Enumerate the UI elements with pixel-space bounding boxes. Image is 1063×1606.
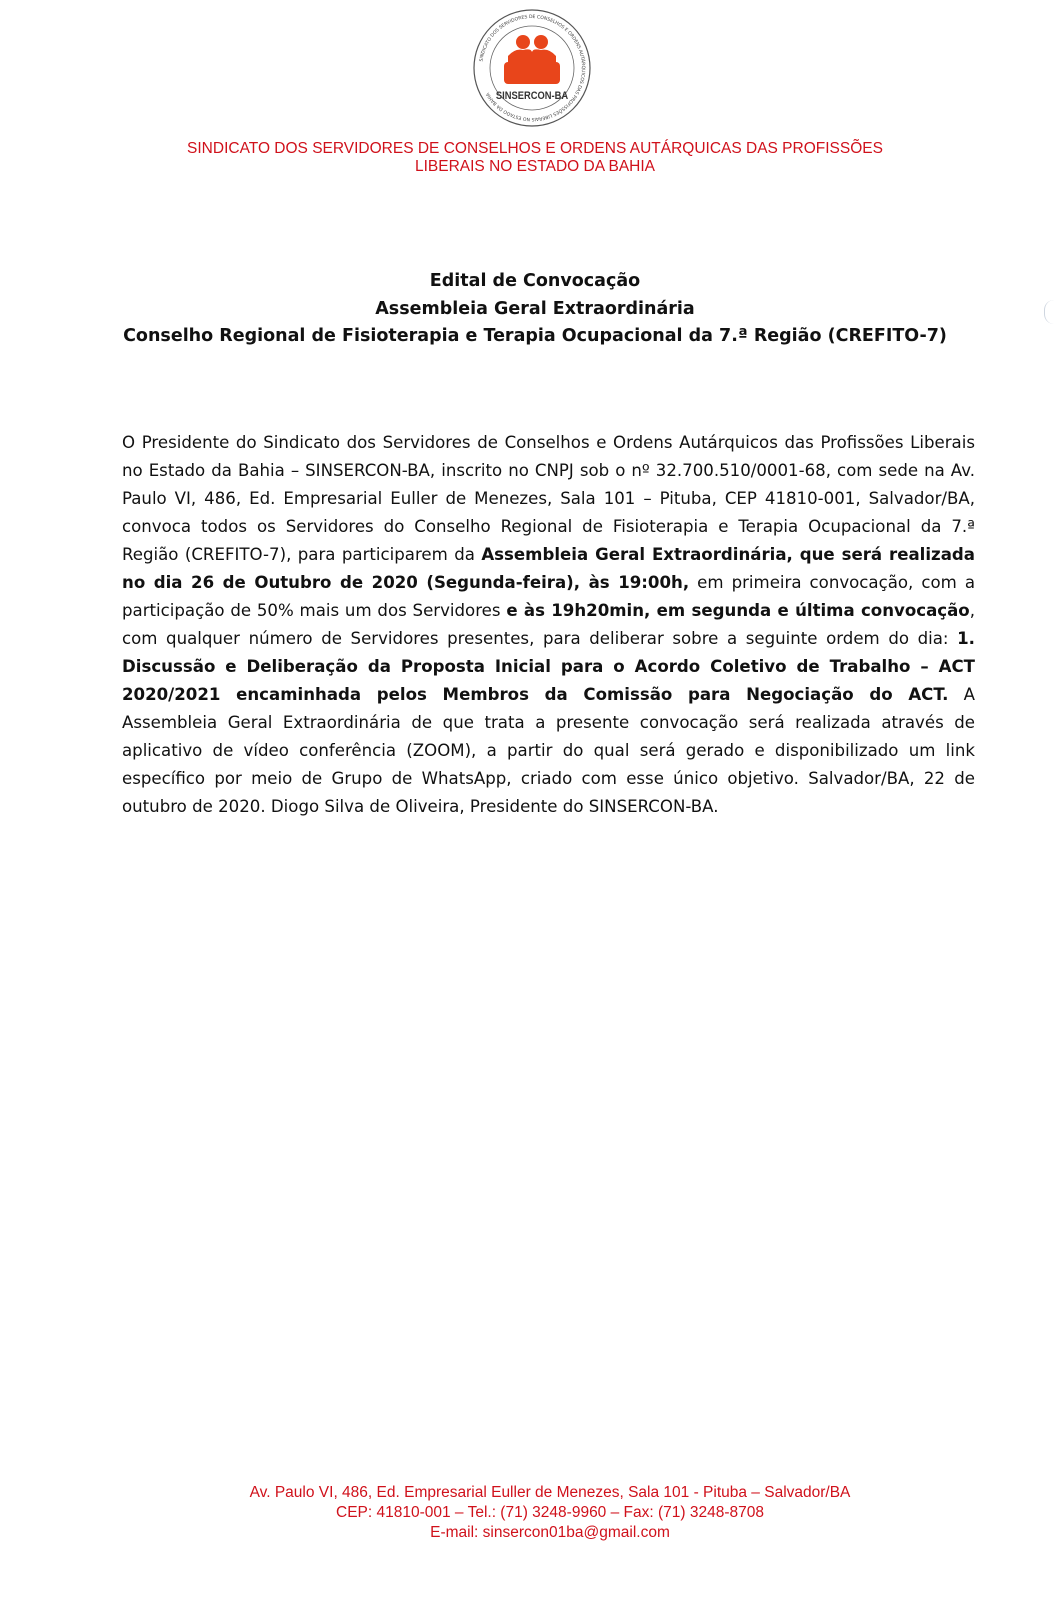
notice-title: Edital de Convocação <box>429 271 641 291</box>
body-bold-agenda: 1. Discussão e Deliberação da Proposta Inicial para o Acordo Coletivo de Trabalho – ACT 2020/2021 encaminhada pelos Membros da Comissão para Negociação do ACT. <box>122 629 975 704</box>
body-text-part3: , com qualquer número de Servidores presentes, para deliberar sobre a seguinte ordem do dia: <box>122 601 975 648</box>
page-edge-mark <box>1044 300 1055 324</box>
body-text-part1: O Presidente do Sindicato dos Servidores de Conselhos e Ordens Autárquicos das Profissões Liberais no Estado da Bahia – SINSERCON-BA, inscrito no CNPJ sob o nº 32.700.510/0001-68, com sede na Av. Paulo VI, 486, Ed. Empresarial Euller de Menezes, Sala 101 – Pituba, CEP 41810-001, Salvador/BA, convoca todos os Servidores do Conselho Regional de Fisioterapia e Terapia Ocupacional da 7.ª Região (CREFITO-7), para participarem da <box>122 433 975 564</box>
organization-name-line2: LIBERAIS NO ESTADO DA BAHIA <box>414 158 656 175</box>
notice-body <box>122 429 975 821</box>
body-text-part4: A Assembleia Geral Extraordinária de que trata a presente convocação será realizada através de aplicativo de vídeo conferência (ZOOM), a partir do qual será gerado e disponibilizado um link específico por meio de Grupo de WhatsApp, criado com esse único objetivo. Salvador/BA, 22 de outubro de 2020. Diogo Silva de Oliveira, Presidente do SINSERCON-BA. <box>122 685 975 816</box>
logo-ring-text: SINDICATO DOS SERVIDORES DE CONSELHOS E ORDENS AUTÁRQUICOS DAS PROFISSÕES LIBERAIS NO ESTADO DA BAHIA <box>479 14 586 122</box>
footer-email: E-mail: sinsercon01ba@gmail.com <box>430 1524 670 1541</box>
logo-wordmark: SINSERCON-BA <box>495 90 569 102</box>
footer-contact <box>150 1483 950 1543</box>
body-bold-second-call: e às 19h20min, em segunda e última convocação <box>506 601 970 620</box>
notice-title-block <box>60 268 1010 351</box>
body-bold-assembly-date: Assembleia Geral Extraordinária, que será realizada no dia 26 de Outubro de 2020 (Segunda-feira), às 19:00h, <box>122 545 975 592</box>
sinsercon-logo <box>470 6 594 130</box>
notice-subtitle: Assembleia Geral Extraordinária <box>375 298 695 319</box>
footer-address: Av. Paulo VI, 486, Ed. Empresarial Euller de Menezes, Sala 101 - Pituba – Salvador/BA <box>249 1484 851 1501</box>
organization-name-line1: SINDICATO DOS SERVIDORES DE CONSELHOS E ORDENS AUTÁRQUICAS DAS PROFISSÕES <box>187 140 883 157</box>
footer-phones: CEP: 41810-001 – Tel.: (71) 3248-9960 – Fax: (71) 3248-8708 <box>336 1504 764 1521</box>
logo-seal-icon <box>470 6 594 130</box>
notice-council: Conselho Regional de Fisioterapia e Terapia Ocupacional da 7.ª Região (CREFITO-7) <box>123 326 947 346</box>
organization-header <box>100 140 970 176</box>
body-text-part2: em primeira convocação, com a participação de 50% mais um dos Servidores <box>122 573 975 620</box>
